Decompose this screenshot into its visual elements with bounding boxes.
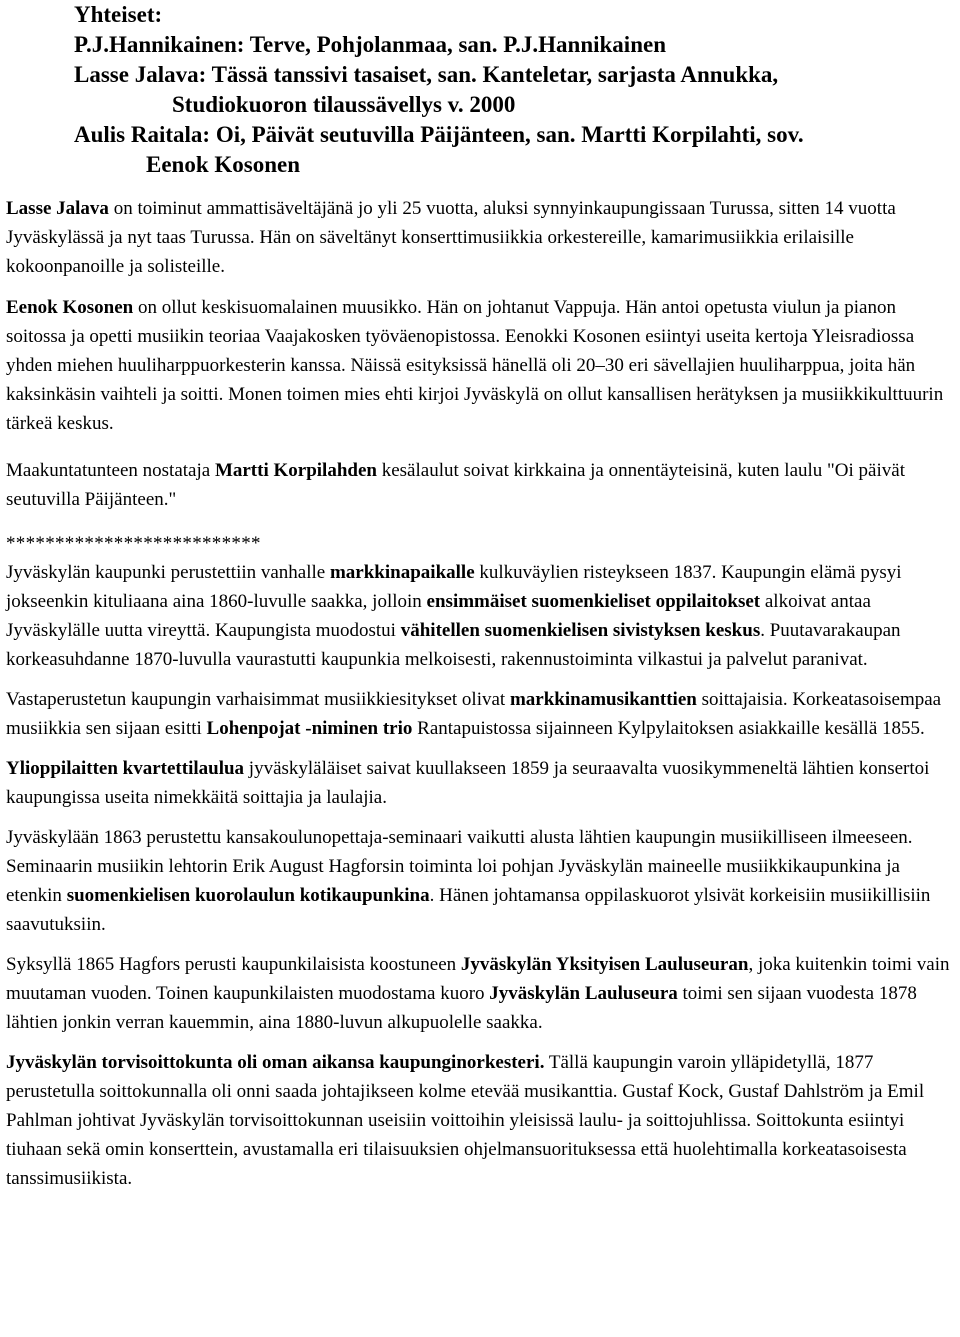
- paragraph-text: Jyväskylään 1863 perustettu kansakoulunopettaja-seminaari vaikutti alusta lähtien kaupungin musiikilliseen ilmeeseen. Seminaarin musiikin lehtorin Erik August Hagforsin toiminta loi pohjan Jyväskylän maineelle musiikkikaupunkina ja etenkin: [6, 827, 913, 906]
- bold-phrase: Jyväskylän torvisoittokunta oli oman aikansa kaupunginorkesteri.: [6, 1052, 545, 1073]
- paragraph-martti-korpilahti: [6, 456, 960, 514]
- paragraph-text: Jyväskylän kaupunki perustettiin vanhalle: [6, 562, 330, 583]
- paragraph-eenok-kosonen: [6, 293, 960, 438]
- paragraph-text: toimi sen sijaan vuodesta 1878 lähtien jonkin verran kauemmin, aina 1880-luvun alkupuolelle saakka.: [6, 983, 917, 1033]
- bold-name: Eenok Kosonen: [6, 297, 134, 318]
- bold-phrase: markkinapaikalle: [329, 562, 475, 583]
- bold-name: Martti Korpilahden: [214, 460, 377, 481]
- heading-label: Yhteiset:: [74, 2, 163, 27]
- paragraph-choirs: [6, 950, 960, 1037]
- paragraph-text: Maakuntatunteen nostataja: [6, 460, 215, 481]
- bold-phrase: markkinamusikanttien: [509, 689, 697, 710]
- program-item-2: Lasse Jalava: Tässä tanssivi tasaiset, san. Kanteletar, sarjasta Annukka,: [74, 62, 779, 87]
- paragraph-text: kesälaulut soivat kirkkaina ja onnentäyteisinä, kuten laulu "Oi päivät seutuvilla Päijänteen.": [6, 460, 905, 510]
- bold-phrase: vähitellen suomenkielisen sivistyksen keskus: [400, 620, 761, 641]
- paragraph-early-music: [6, 685, 960, 743]
- program-item-3: Aulis Raitala: Oi, Päivät seutuvilla Päijänteen, san. Martti Korpilahti, sov.: [74, 122, 804, 147]
- program-heading: [74, 0, 960, 180]
- paragraph-city-history: [6, 558, 960, 674]
- bold-phrase: Jyväskylän Lauluseura: [489, 983, 678, 1004]
- program-item-3-cont: Eenok Kosonen: [146, 152, 301, 177]
- program-item-1: P.J.Hannikainen: Terve, Pohjolanmaa, san. P.J.Hannikainen: [74, 32, 666, 57]
- paragraph-text: alkoivat antaa Jyväskylälle uutta vireyttä. Kaupungista muodostui: [6, 591, 871, 641]
- separator-stars: **************************: [6, 533, 261, 554]
- paragraph-text: Vastaperustetun kaupungin varhaisimmat musiikkiesitykset olivat: [6, 689, 510, 710]
- paragraph-text: Rantapuistossa sijainneen Kylpylaitoksen asiakkaille kesällä 1855.: [412, 718, 925, 739]
- paragraph-text: Tällä kaupungin varoin ylläpidetyllä, 1877 perustetulla soittokunnalla oli onni saada johtajikseen kolme etevää musikanttia. Gustaf Kock, Gustaf Dahlström ja Emil Pahlman johtivat Jyväskylän torvisoittokunnan useisiin voittoihin yleisissä laulu- ja soittojuhlissa. Soittokunta esiintyi tiuhaan sekä omin konserttein, avustamalla eri tilaisuuksien ohjelmansuorituksessa että huolehtimalla korkeatasoisesta tanssimusiikista.: [6, 1052, 925, 1189]
- bold-phrase: Lohenpojat -niminen trio: [206, 718, 413, 739]
- paragraph-brass-band: [6, 1048, 960, 1193]
- bold-phrase: suomenkielisen kuorolaulun kotikaupunkina: [66, 885, 430, 906]
- bold-phrase: Jyväskylän Yksityisen Lauluseuran: [460, 954, 749, 975]
- paragraph-text: . Puutavarakaupan korkeasuhdanne 1870-luvulla vaurastutti kaupunkia melkoisesti, rakennustoiminta vilkastui ja palvelut paranivat.: [6, 620, 901, 670]
- paragraph-text: kulkuväylien risteykseen 1837. Kaupungin elämä pysyi jokseenkin kituliaana aina 1860-luvulle saakka, jolloin: [6, 562, 902, 612]
- program-item-2-cont: Studiokuoron tilaussävellys v. 2000: [172, 92, 516, 117]
- paragraph-text: on ollut keskisuomalainen muusikko. Hän on johtanut Vappuja. Hän antoi opetusta viulun ja pianon soitossa ja opetti musiikin teoriaa Vaajakosken työväenopistossa. Eenokki Kosonen esiintyi useita kertoja Yleisradiossa yhden miehen huuliharppuorkesterin kanssa. Näissä esityksissä hänellä oli 20–30 eri sävellajien huuliharppua, joita hän kaksinkäsin vaihteli ja soitti. Monen toimen mies ehti kirjoi Jyväskylä on ollut kansallisen herätyksen ja musiikkikulttuurin tärkeä keskus.: [6, 297, 944, 434]
- bold-phrase: Ylioppilaitten kvartettilaulua: [6, 758, 245, 779]
- bold-phrase: ensimmäiset suomenkieliset oppilaitokset: [426, 591, 761, 612]
- paragraph-text: jyväskyläläiset saivat kuullakseen 1859 ja seuraavalta vuosikymmeneltä lähtien konsertoi kaupungissa useita nimekkäitä soittajia ja laulajia.: [6, 758, 930, 808]
- paragraph-text: . Hänen johtamansa oppilaskuorot ylsivät korkeisiin musiikillisiin saavutuksiin.: [6, 885, 931, 935]
- paragraph-lasse-jalava: [6, 194, 960, 281]
- paragraph-text: Syksyllä 1865 Hagfors perusti kaupunkilaisista koostuneen: [6, 954, 461, 975]
- paragraph-text: soittajaisia. Korkeatasoisempaa musiikkia sen sijaan esitti: [6, 689, 942, 739]
- paragraph-text: on toiminut ammattisäveltäjänä jo yli 25 vuotta, aluksi synnyinkaupungissaan Turussa, sitten 14 vuotta Jyväskylässä ja nyt taas Turussa. Hän on säveltänyt konserttimusiikkia orkestereille, kamarimusiikkia erilaisille kokoonpanoille ja solisteille.: [6, 198, 896, 277]
- paragraph-seminary: [6, 823, 960, 939]
- paragraph-student-quartet: [6, 754, 960, 812]
- paragraph-text: , joka kuitenkin toimi vain muutaman vuoden. Toinen kaupunkilaisten muodostama kuoro: [6, 954, 950, 1004]
- bold-name: Lasse Jalava: [6, 198, 109, 219]
